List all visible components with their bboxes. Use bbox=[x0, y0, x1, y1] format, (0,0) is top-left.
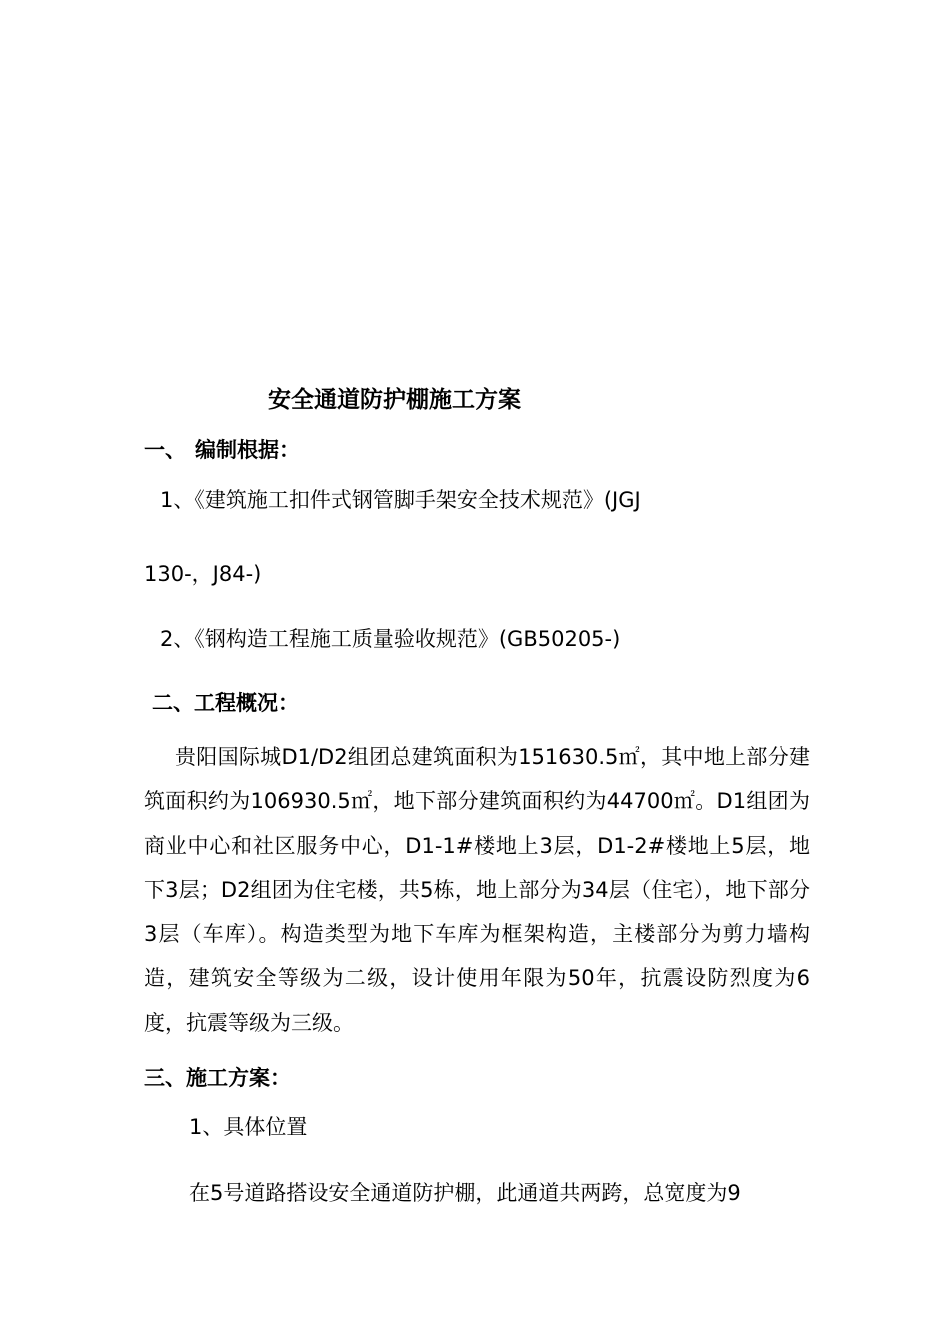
subsection-location-heading: 1、具体位置 bbox=[189, 1115, 308, 1139]
reference-item-1-line-1: 1、《建筑施工扣件式钢管脚手架安全技术规范》(JGJ bbox=[160, 488, 641, 512]
reference-item-1-line-2: 130-，J84-) bbox=[144, 562, 262, 586]
project-overview-paragraph: 贵阳国际城D1/D2组团总建筑面积为151630.5㎡，其中地上部分建筑面积约为106930.5㎡，地下部分建筑面积约为44700㎡。D1组团为商业中心和社区服务中心，D1-1#楼地上3层，D1-2#楼地上5层，地下3层；D2组团为住宅楼，共5栋，地上部分为34层（住宅），地下部分3层（车库）。构造类型为地下车库为框架构造，主楼部分为剪力墙构造，建筑安全等级为二级，设计使用年限为50年，抗震设防烈度为6度，抗震等级为三级。 bbox=[144, 745, 810, 1035]
reference-item-2: 2、《钢构造工程施工质量验收规范》(GB50205-) bbox=[160, 627, 621, 651]
document-title: 安全通道防护棚施工方案 bbox=[268, 387, 521, 413]
section1-heading: 编制根据： bbox=[195, 438, 300, 462]
subsection-location-text: 在5号道路搭设安全通道防护棚，此通道共两跨，总宽度为9 bbox=[189, 1181, 741, 1205]
section2-heading: 二、工程概况： bbox=[152, 691, 299, 715]
section1-heading-number: 一、 bbox=[144, 438, 186, 462]
section3-heading: 三、施工方案： bbox=[144, 1066, 291, 1090]
